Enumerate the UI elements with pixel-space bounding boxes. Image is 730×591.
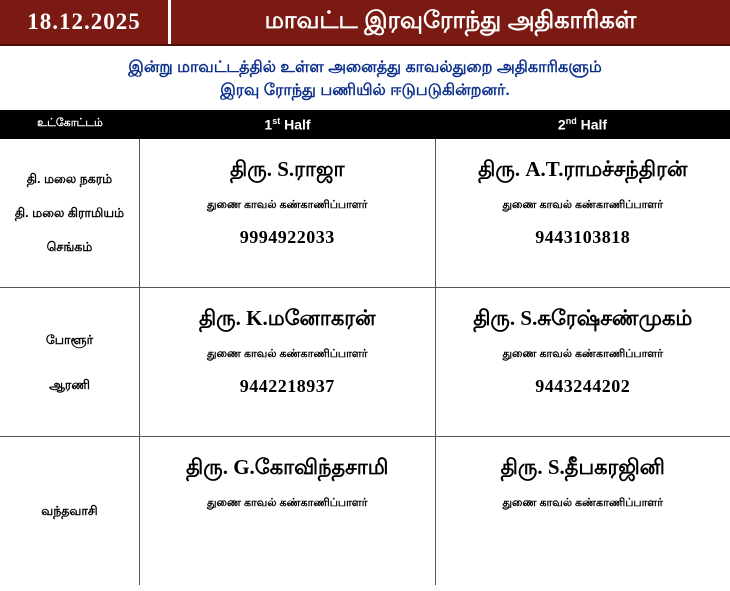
officer-name: திரு. K.மனோகரன்: [198, 306, 376, 331]
second-half-ordinal: nd: [565, 116, 577, 127]
station-name: ஆரணி: [49, 377, 90, 392]
second-half-label: Half: [576, 116, 608, 133]
second-half-officer-cell: [436, 288, 730, 436]
table-row: [0, 437, 730, 585]
officer-phone: 9443103818: [535, 226, 631, 247]
officer-rank: துணை காவல் கண்காணிப்பாளர்: [207, 198, 368, 211]
first-half-officer-cell: [140, 139, 436, 287]
first-half-label: Half: [280, 116, 311, 133]
first-half-officer-cell: [140, 437, 436, 585]
subdivision-cell: [0, 139, 140, 287]
second-half-officer-cell: [436, 139, 730, 287]
header-banner: [0, 0, 730, 46]
officer-rank: துணை காவல் கண்காணிப்பாளர்: [502, 496, 663, 509]
officer-name: திரு. S.ராஜா: [230, 157, 345, 182]
officers-table: [0, 138, 730, 585]
officer-rank: துணை காவல் கண்காணிப்பாளர்: [207, 347, 368, 360]
column-header-first-half: [140, 116, 435, 133]
second-half-officer-cell: [436, 437, 730, 585]
officer-rank: துணை காவல் கண்காணிப்பாளர்: [502, 198, 663, 211]
first-half-number: 1: [264, 116, 273, 133]
officer-phone: 9442218937: [239, 375, 335, 396]
second-half-number: 2: [557, 116, 566, 133]
officer-name: திரு. S.தீபகரஜினி: [500, 455, 665, 480]
first-half-ordinal: st: [272, 116, 281, 127]
banner-date: 18.12.2025: [0, 0, 171, 44]
subheading: [0, 46, 730, 110]
station-name: வந்தவாசி: [41, 504, 98, 519]
officer-phone: 9443244202: [535, 375, 631, 396]
station-name: தி. மலை கிராமியம்: [14, 206, 125, 221]
table-column-headers: [0, 110, 730, 138]
officer-name: திரு. A.T.ராமச்சந்திரன்: [478, 157, 688, 182]
officer-name: திரு. S.சுரேஷ்சண்முகம்: [473, 306, 693, 331]
subheading-line-1: இன்று மாவட்டத்தில் உள்ள அனைத்து காவல்துறை அதிகாரிகளும்: [128, 59, 602, 76]
subheading-line-2: இரவு ரோந்து பணியில் ஈடுபடுகின்றனர்.: [220, 82, 510, 100]
subdivision-cell: [0, 437, 140, 585]
column-header-subdivision: உட்கோட்டம்: [37, 117, 103, 130]
subdivision-cell: [0, 288, 140, 436]
station-name: செங்கம்: [46, 240, 93, 255]
column-header-second-half: [435, 116, 730, 133]
table-row: [0, 288, 730, 437]
officer-phone: 9994922033: [239, 226, 335, 247]
officer-rank: துணை காவல் கண்காணிப்பாளர்: [207, 496, 368, 509]
page-title: மாவட்ட இரவுரோந்து அதிகாரிகள்: [264, 7, 637, 34]
officer-name: திரு. G.கோவிந்தசாமி: [186, 455, 389, 480]
officer-rank: துணை காவல் கண்காணிப்பாளர்: [502, 347, 663, 360]
table-row: [0, 139, 730, 288]
station-name: போளூர்: [45, 332, 94, 347]
station-name: தி. மலை நகரம்: [26, 172, 113, 187]
first-half-officer-cell: [140, 288, 436, 436]
